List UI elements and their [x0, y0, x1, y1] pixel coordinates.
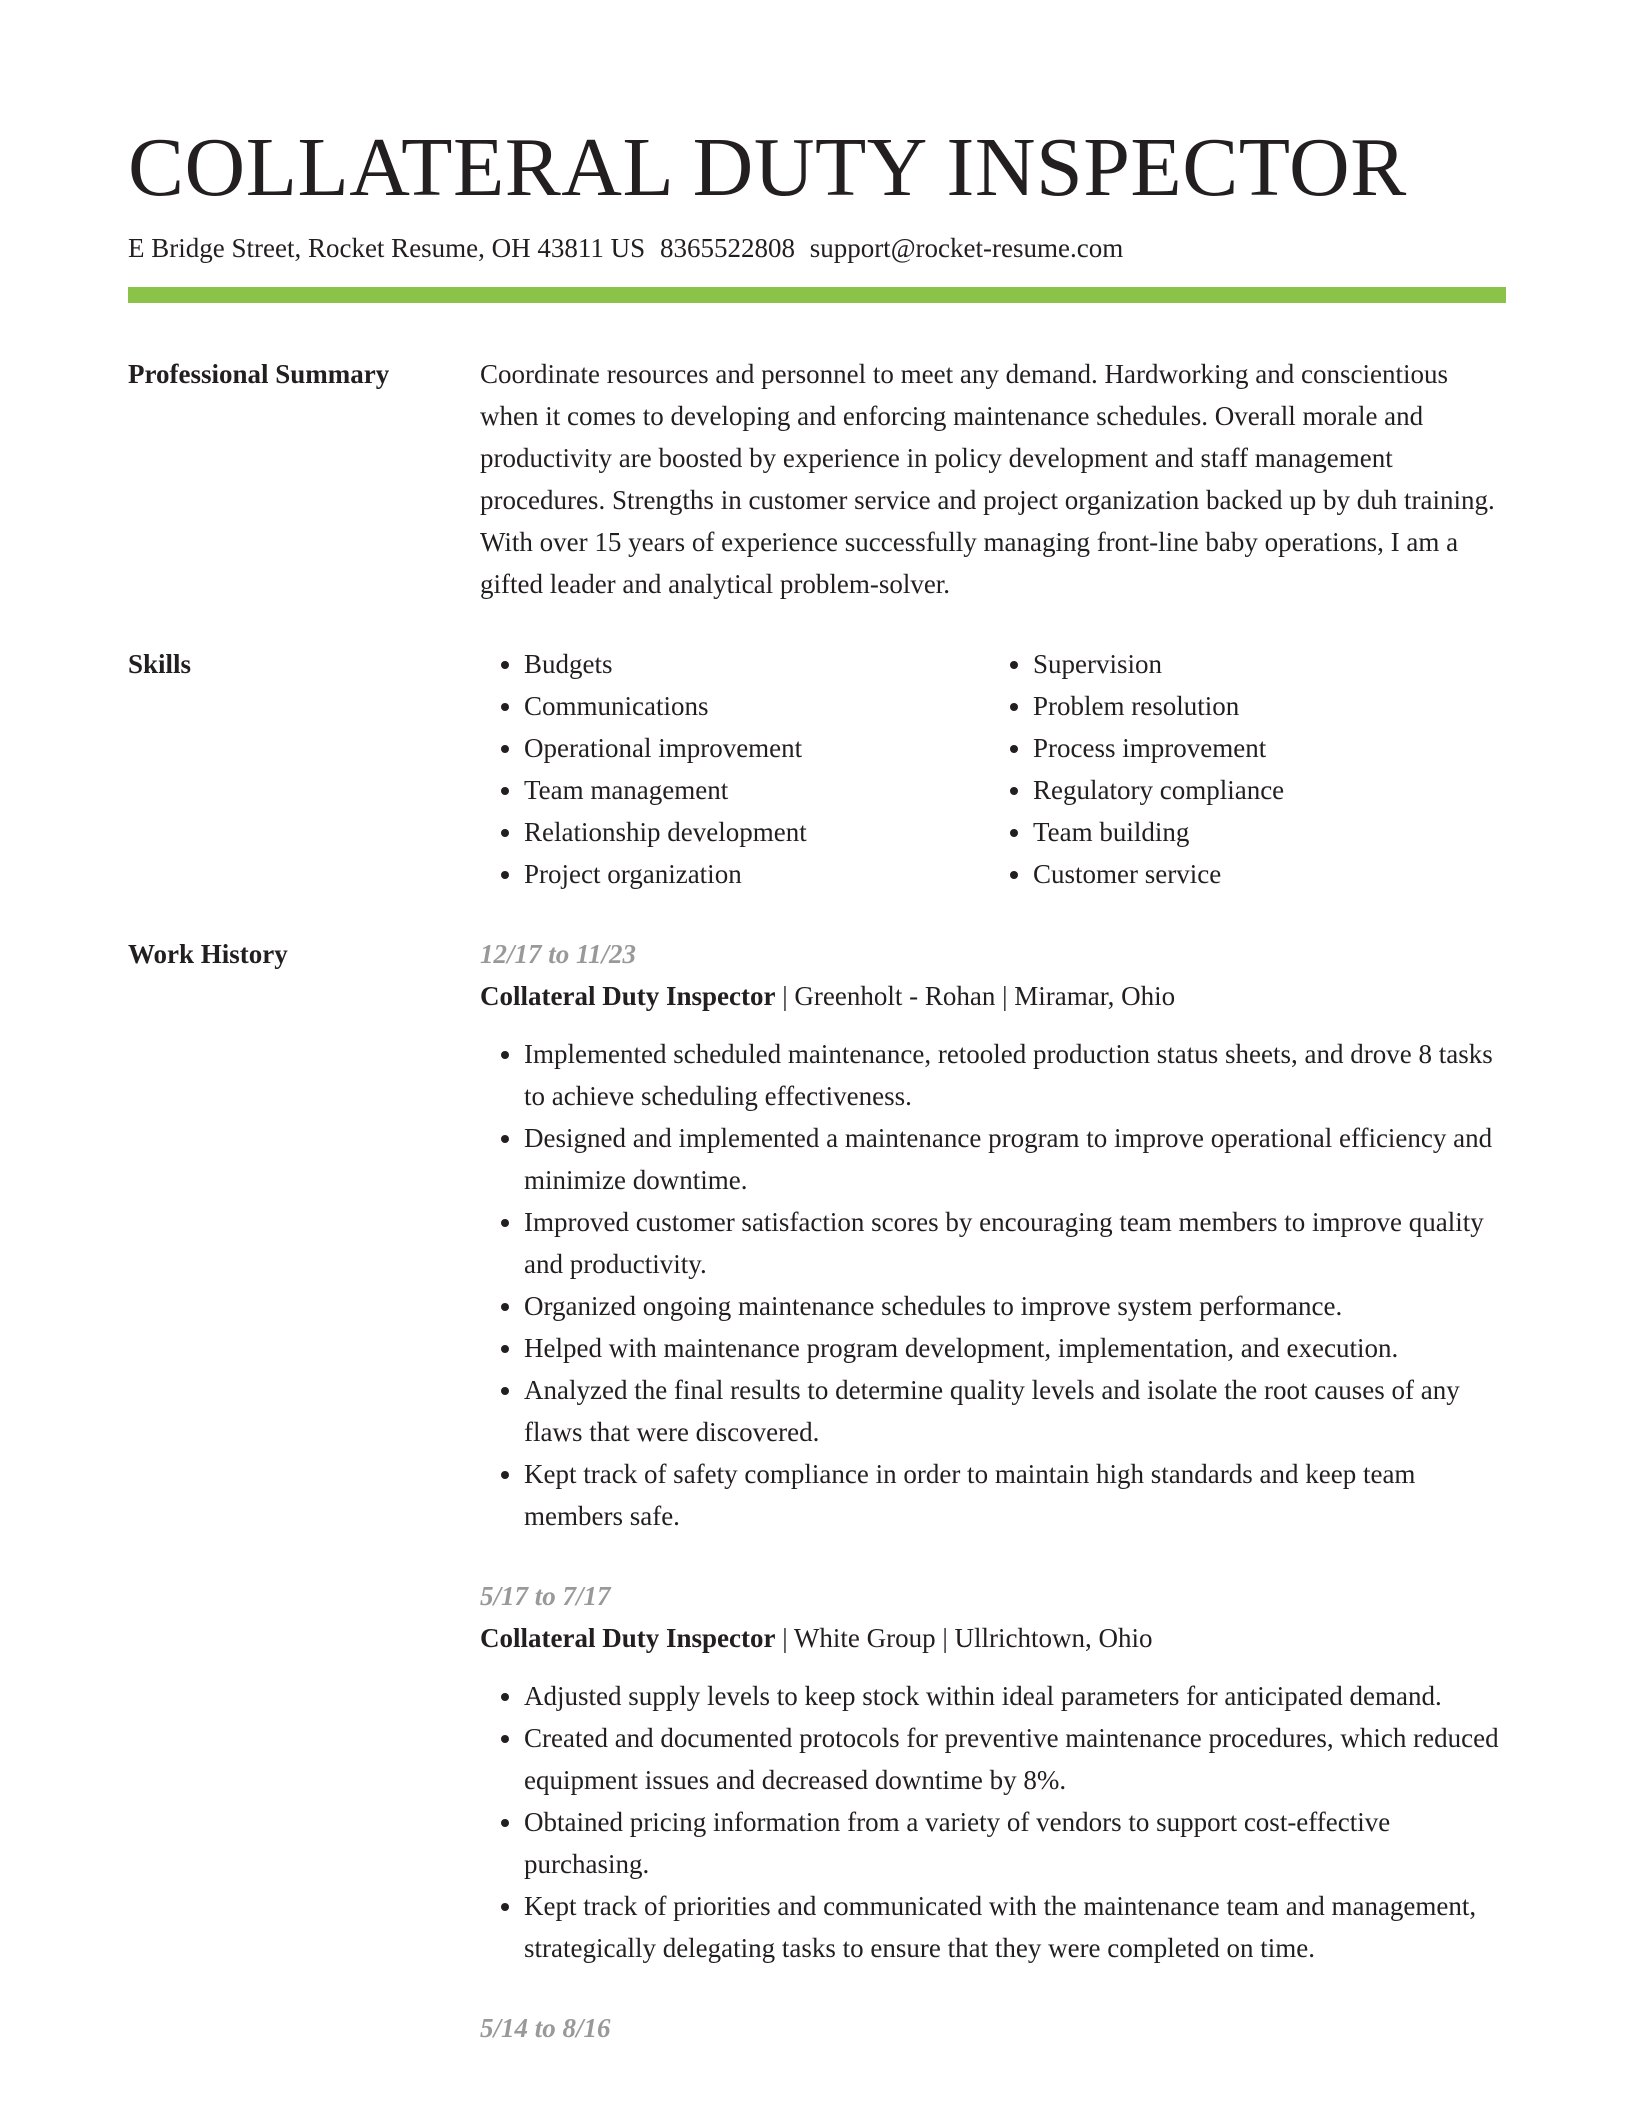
job-bullet: • Implemented scheduled maintenance, retooled production status sheets, and drove 8 tasks to achieve scheduling effectiveness. — [524, 1033, 1506, 1117]
contact-address: E Bridge Street, Rocket Resume, OH 43811 US — [128, 233, 646, 263]
job-bullet: • Organized ongoing maintenance schedules to improve system performance. — [524, 1285, 1506, 1327]
work-history-heading: Work History — [128, 939, 288, 969]
job-bullets — [480, 1033, 1506, 1537]
skill-item: • Problem resolution — [1033, 685, 1494, 727]
candidate-name: COLLATERAL DUTY INSPECTOR — [128, 121, 1407, 214]
job-entry — [480, 933, 1506, 1537]
job-bullet: • Adjusted supply levels to keep stock within ideal parameters for anticipated demand. — [524, 1675, 1506, 1717]
contact-phone: 8365522808 — [659, 233, 795, 263]
skill-item: • Communications — [524, 685, 985, 727]
job-entry — [480, 1575, 1506, 1969]
job-bullet: • Analyzed the final results to determine quality levels and isolate the root causes of any flaws that were discovered. — [524, 1369, 1506, 1453]
summary-body — [480, 353, 1506, 605]
job-title: Collateral Duty Inspector — [480, 1623, 776, 1653]
work-history-body — [480, 933, 1506, 2049]
job-title: Collateral Duty Inspector — [480, 981, 776, 1011]
skills-left-list — [480, 643, 985, 895]
summary-text: Coordinate resources and personnel to meet any demand. Hardworking and conscientious when it comes to developing and enforcing maintenance schedules. Overall morale and productivity are boosted by experience in policy development and staff management procedures. Strengths in customer service and project organization backed up by duh training. With over 15 years of experience successfully managing front-line baby operations, I am a gifted leader and analytical problem-solver. — [480, 359, 1495, 599]
summary-section — [128, 353, 1506, 605]
job-bullet: • Helped with maintenance program development, implementation, and execution. — [524, 1327, 1506, 1369]
skill-item: • Team building — [1033, 811, 1494, 853]
skill-item: • Supervision — [1033, 643, 1494, 685]
job-title-line — [480, 1617, 1506, 1659]
contact-line — [128, 230, 1506, 266]
skills-body — [480, 643, 1506, 895]
header-divider — [128, 287, 1506, 303]
skill-item: • Customer service — [1033, 853, 1494, 895]
job-bullet: • Kept track of priorities and communicated with the maintenance team and management, strategically delegating tasks to ensure that they were completed on time. — [524, 1885, 1506, 1969]
job-bullet: • Designed and implemented a maintenance program to improve operational efficiency and minimize downtime. — [524, 1117, 1506, 1201]
resume-page — [128, 118, 1506, 2049]
skill-item: • Team management — [524, 769, 985, 811]
job-bullets — [480, 1675, 1506, 1969]
job-employer-location: | White Group | Ullrichtown, Ohio — [775, 1623, 1153, 1653]
work-history-section — [128, 933, 1506, 2049]
skills-heading: Skills — [128, 649, 192, 679]
skill-item: • Project organization — [524, 853, 985, 895]
skill-item: • Relationship development — [524, 811, 985, 853]
job-bullet: • Created and documented protocols for preventive maintenance procedures, which reduced equipment issues and decreased downtime by 8%. — [524, 1717, 1506, 1801]
job-employer-location: | Greenholt - Rohan | Miramar, Ohio — [775, 981, 1176, 1011]
skills-section — [128, 643, 1506, 895]
job-bullet: • Kept track of safety compliance in order to maintain high standards and keep team members safe. — [524, 1453, 1506, 1537]
skill-item: • Operational improvement — [524, 727, 985, 769]
job-bullet: • Obtained pricing information from a variety of vendors to support cost-effective purchasing. — [524, 1801, 1506, 1885]
job-entry — [480, 2007, 1506, 2049]
skill-item: • Budgets — [524, 643, 985, 685]
summary-heading: Professional Summary — [128, 359, 390, 389]
skill-item: • Process improvement — [1033, 727, 1494, 769]
job-date: 5/17 to 7/17 — [480, 1581, 611, 1611]
job-date: 5/14 to 8/16 — [480, 2013, 611, 2043]
job-date: 12/17 to 11/23 — [480, 939, 637, 969]
job-title-line — [480, 975, 1506, 1017]
contact-email: support@rocket-resume.com — [809, 233, 1124, 263]
skills-right-list — [985, 643, 1494, 895]
job-bullet: • Improved customer satisfaction scores by encouraging team members to improve quality and productivity. — [524, 1201, 1506, 1285]
skill-item: • Regulatory compliance — [1033, 769, 1494, 811]
